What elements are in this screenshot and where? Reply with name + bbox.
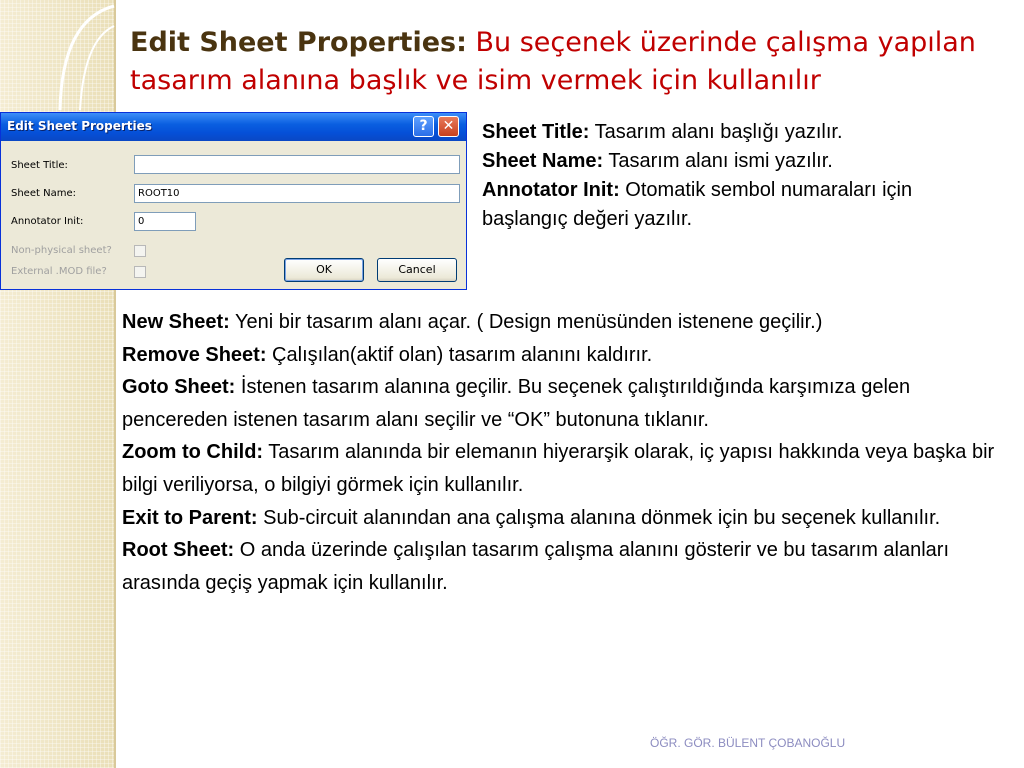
command-text: Çalışılan(aktif olan) tasarım alanını kaldırır.	[266, 343, 653, 366]
dialog-field-descriptions	[482, 118, 1002, 234]
sheet-title-input[interactable]	[134, 155, 460, 174]
description-text: Tasarım alanı başlığı yazılır.	[589, 121, 843, 143]
slide-title-lead: Edit Sheet Properties:	[130, 27, 467, 58]
edit-sheet-properties-dialog	[0, 112, 467, 290]
description-term: Sheet Title:	[482, 121, 590, 143]
ok-button[interactable]: OK	[284, 258, 364, 282]
slide-title	[130, 24, 1010, 100]
help-button[interactable]	[413, 116, 434, 137]
command-text: Sub-circuit alanından ana çalışma alanına dönmek için bu seçenek kullanılır.	[257, 506, 941, 529]
non-physical-sheet-label: Non-physical sheet?	[11, 245, 112, 256]
command-item	[122, 371, 1012, 436]
annotator-init-label: Annotator Init:	[11, 216, 84, 227]
command-item	[122, 502, 1012, 535]
sheet-commands-descriptions	[122, 306, 1012, 599]
sheet-title-label: Sheet Title:	[11, 160, 68, 171]
command-term: Root Sheet:	[122, 539, 235, 562]
command-item	[122, 436, 1012, 501]
dialog-titlebar[interactable]	[1, 113, 466, 141]
description-item	[482, 147, 1002, 176]
command-term: Remove Sheet:	[122, 343, 267, 366]
command-term: Zoom to Child:	[122, 441, 264, 464]
command-text: Yeni bir tasarım alanı açar. ( Design menüsünden istenene geçilir.)	[229, 311, 823, 333]
command-item	[122, 306, 1012, 339]
close-icon: ✕	[442, 118, 455, 134]
annotator-init-input[interactable]: 0	[134, 212, 196, 231]
command-text: İstenen tasarım alanına geçilir. Bu seçenek çalıştırıldığında karşımıza gelen pencereden istenen tasarım alanı seçilir ve “OK” butonuna tıklanır.	[122, 376, 911, 431]
footer-author: ÖĞR. GÖR. BÜLENT ÇOBANOĞLU	[650, 736, 846, 750]
help-icon: ?	[419, 118, 428, 134]
non-physical-sheet-checkbox[interactable]	[134, 245, 146, 257]
description-term: Annotator Init:	[482, 179, 620, 201]
external-mod-file-label: External .MOD file?	[11, 266, 107, 277]
command-text: Tasarım alanında bir elemanın hiyerarşik olarak, iç yapısı hakkında veya başka bir bilgi veriliyorsa, o bilgiyi görmek için kullanılır.	[122, 441, 995, 496]
command-term: Goto Sheet:	[122, 376, 236, 399]
dialog-title: Edit Sheet Properties	[7, 119, 152, 133]
command-item	[122, 534, 1012, 599]
description-item	[482, 176, 1002, 234]
sheet-name-label: Sheet Name:	[11, 188, 76, 199]
slide-title-rest: Bu seçenek üzerinde çalışma yapılan tasarım alanına başlık ve isim vermek için kullanılır	[130, 27, 976, 96]
command-term: New Sheet:	[122, 311, 230, 333]
description-text: Tasarım alanı ismi yazılır.	[603, 150, 833, 172]
description-term: Sheet Name:	[482, 150, 604, 172]
external-mod-file-checkbox[interactable]	[134, 266, 146, 278]
sheet-name-input[interactable]: ROOT10	[134, 184, 460, 203]
description-item	[482, 118, 1002, 147]
command-term: Exit to Parent:	[122, 506, 258, 529]
decorative-arcs	[0, 0, 116, 110]
command-text: O anda üzerinde çalışılan tasarım çalışma alanını gösterir ve bu tasarım alanları arasında geçiş yapmak için kullanılır.	[122, 539, 950, 594]
description-text: Otomatik sembol numaraları için başlangıç değeri yazılır.	[482, 179, 913, 230]
command-item	[122, 339, 1012, 372]
cancel-button[interactable]: Cancel	[377, 258, 457, 282]
close-button[interactable]	[438, 116, 459, 137]
